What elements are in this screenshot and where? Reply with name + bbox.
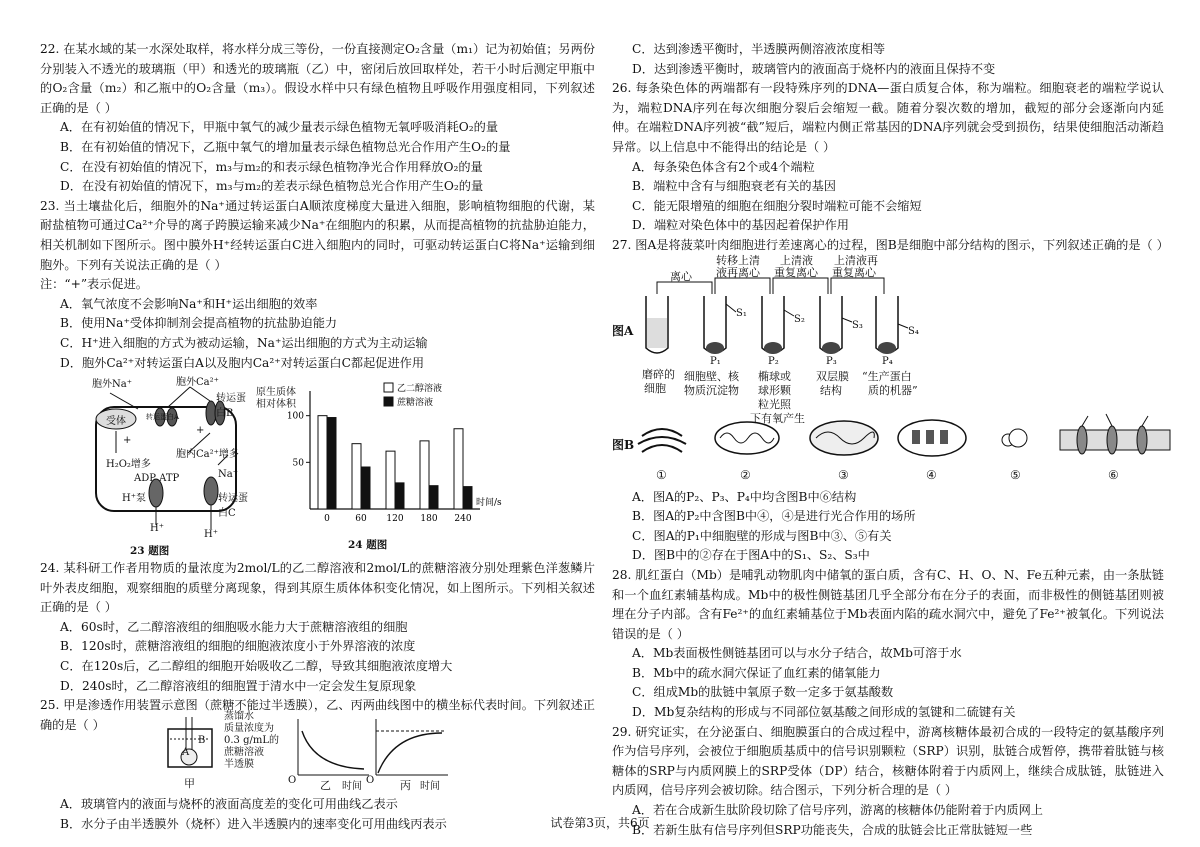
fig23-h-pump: H⁺泵 [122,493,146,505]
q22-option-c: C．在没有初始值的情况下，m₃与m₂的和表示绿色植物净光合作用释放O₂的量 [60,159,483,174]
fig25-t2: 时间 [420,781,440,793]
q25-option-b: B．水分子由半透膜外（烧杯）进入半透膜内的速率变化可用曲线丙表示 [60,817,447,832]
x-axis-label: 时间/s [476,498,502,509]
q26-option-c: C．能无限增殖的细胞在细胞分裂时端粒可能不会缩短 [632,198,922,213]
legend-swatch [384,397,393,406]
q23-note: 注：“+”表示促进。 [40,277,148,292]
fig27-num-6: ⑥ [1108,467,1119,482]
fig27-desc-2d: 下有氧产生 [750,411,805,425]
bar [327,418,336,509]
fig23-out-na: 胞外Na⁺ [92,379,132,391]
q23-option-d: D．胞外Ca²⁺对转运蛋白A以及胞内Ca²⁺对转运蛋白C都起促进作用 [60,355,425,370]
x-tick-label: 240 [454,514,472,525]
chart-ylabel: 原生质体相对体积 [256,387,296,411]
chart-caption: 24 题图 [348,539,388,552]
fig27-desc-3a: 双层膜 [816,369,849,383]
q27-option-b: B．图A的P₂中含图B中④，④是进行光合作用的场所 [632,509,916,524]
fig25-conc-1: 质量浓度为 [224,723,274,735]
fig25-o1: O [288,775,297,787]
q25-option-d: D．达到渗透平衡时，玻璃管内的液面高于烧杯内的液面且保持不变 [632,61,996,76]
fig27-step-4a: 上清液再 [834,253,878,267]
fig25-yi: 乙 [320,779,331,793]
q27-option-a: A．图A的P₂、P₃、P₄中均含图B中⑥结构 [632,489,857,504]
y-tick-label: 100 [286,411,304,422]
bar [463,487,472,509]
x-tick-label: 60 [355,514,367,525]
y-tick-label: 50 [292,458,304,469]
x-tick-label: 120 [386,514,404,525]
q24-option-d: D．240s时，乙二醇溶液组的细胞置于清水中一定会发生复原现象 [60,678,417,693]
fig23-caption: 23 题图 [130,545,170,558]
q22-stem: 22. 在某水域的某一水深处取样，将水样分成三等份，一份直接测定O₂含量（m₁）记为初始值；另两份分别装入不透光的玻璃瓶（甲）和透光的玻璃瓶（乙）中，密闭后放回取样处，若干小时后测定甲瓶中的O₂含量（m₂）和乙瓶中的O₂含量（m₃）。假设水样中只有绿色植物且呼吸作用强度相同，下列叙述正确的是（ ） [40,42,595,115]
fig27-p3: P₃ [826,355,837,367]
fig23-receptor: 受体 [106,416,126,428]
fig25-jia: 甲 [184,777,195,791]
fig27-desc-1a: 细胞壁、核 [684,369,739,383]
x-tick-label: 180 [420,514,438,525]
fig27-num-2: ② [740,467,751,482]
q24-option-c: C．在120s后，乙二醇组的细胞开始吸收乙二醇，导致其细胞液浓度增大 [60,659,453,674]
q23-option-a: A．氧气浓度不会影响Na⁺和H⁺运出细胞的效率 [60,296,318,311]
q26-option-b: B．端粒中含有与细胞衰老有关的基因 [632,179,836,194]
fig27-desc-2a: 椭球或 [758,369,791,383]
fig23-h2o2: H₂O₂增多 [106,459,151,471]
fig23-protein-a: 转运蛋白A [146,413,180,422]
q23-stem: 23. 当土壤盐化后，细胞外的Na⁺通过转运蛋白A顺浓度梯度大量进入细胞，影响植物细胞的代谢，某耐盐植物可通过Ca²⁺介导的离子跨膜运输来减少Na⁺在细胞内的积累，从而提高植物的抗盐胁迫能力，相关机制如下图所示。图中膜外H⁺经转运蛋白C进入细胞内的同时，可驱动转运蛋白C将Na⁺运输到细胞外。下列有关说法正确的是（ ） [40,198,595,272]
q28-option-b: B．Mb中的疏水洞穴保证了血红素的储氧能力 [632,665,881,680]
fig27-step-4b: 重复离心 [832,265,876,279]
fig25-b: B [198,735,206,747]
fig27-p2: P₂ [768,355,779,367]
fig23-na: Na⁺ [218,469,238,481]
q24-option-b: B．120s时，蔗糖溶液组的细胞的细胞液浓度小于外界溶液的浓度 [60,639,416,654]
q22-option-a: A．在有初始值的情况下，甲瓶中氧气的减少量表示绿色植物无氧呼吸消耗O₂的量 [60,120,499,135]
q28-option-a: A．Mb表面极性侧链基团可以与水分子结合，故Mb可溶于水 [632,646,962,661]
fig27-step-3b: 重复离心 [774,265,818,279]
q26-option-a: A．每条染色体含有2个或4个端粒 [632,159,815,174]
q27-option-d: D．图B中的②存在于图A中的S₁、S₂、S₃中 [632,548,870,563]
fig27-step-2b: 液再离心 [716,265,760,279]
fig25-water: 蒸馏水 [224,711,254,723]
fig27-s2: S₂ [794,313,805,325]
fig23-h-in: H⁺ [204,529,218,541]
bar [318,416,327,509]
legend-swatch [384,383,393,392]
fig23-protein-c: 转运蛋白C [218,493,248,520]
x-tick-label: 0 [324,514,330,525]
fig27-label-b: 图B [612,437,635,452]
fig27-p1: P₁ [710,355,721,367]
fig27-step-3a: 上清液 [780,253,813,267]
q26-stem: 26. 每条染色体的两端都有一段特殊序列的DNA—蛋白质复合体，称为端粒。细胞衰老的端粒学说认为，端粒DNA序列在每次细胞分裂后会缩短一截。随着分裂次数的增加，截短的部分会逐渐向内延伸。在端粒DNA序列被“截”短后，端粒内侧正常基因的DNA序列就会受到损伤，结果使细胞活动渐趋异常。以上信息中不能得出的结论是（ ） [612,81,1164,154]
figure-27 [612,253,1164,488]
figure-23 [78,373,248,559]
q27-stem: 27. 图A是将菠菜叶肉细胞进行差速离心的过程，图B是细胞中部分结构的图示，下列叙述正确的是（ ） [612,237,1169,252]
q25-stem: 25. 甲是渗透作用装置示意图（蔗糖不能过半透膜），乙、丙两曲线图中的横坐标代表时间。下列叙述正确的是（ ） [40,698,595,732]
fig23-adp-atp: ADP ATP [134,473,180,485]
q25-option-c: C．达到渗透平衡时，半透膜两侧溶液浓度相等 [632,42,886,56]
fig23-out-ca: 胞外Ca²⁺ [176,377,219,389]
q29-option-a: A．若在合成新生肽阶段切除了信号序列，游离的核糖体仍能附着于内质网上 [632,803,1043,818]
fig27-desc-4a: “生产蛋白 [862,369,912,383]
bar [454,429,463,509]
fig27-step-2a: 转移上清 [716,253,760,267]
bar [395,483,404,509]
fig23-plus-1: + [123,435,132,447]
q23-option-c: C．H⁺进入细胞的方式为被动运输，Na⁺运出细胞的方式为主动运输 [60,335,428,350]
fig27-num-1: ① [656,467,667,482]
figure-24-chart [252,377,502,559]
q24-stem: 24. 某科研工作者用物质的量浓度为2mol/L的乙二醇溶液和2mol/L的蔗糖溶液分别处理紫色洋葱鳞片叶外表皮细胞，观察细胞的质壁分离现象，得到其原生质体体积变化情况，如上图所示。下列相关叙述正确的是（ ） [40,561,595,615]
q23-option-b: B．使用Na⁺受体抑制剂会提高植物的抗盐胁迫能力 [60,316,338,331]
fig27-num-4: ④ [926,467,937,482]
fig25-a: A [182,747,190,759]
fig23-protein-b: 转运蛋白B [216,393,246,420]
fig27-s4: S₄ [908,325,919,337]
legend-label: 乙二醇溶液 [397,384,443,395]
legend-label: 蔗糖溶液 [397,398,434,409]
q22-option-d: D．在没有初始值的情况下，m₃与m₂的差表示绿色植物总光合作用产生O₂的量 [60,179,484,194]
fig25-t1: 时间 [342,781,362,793]
page-footer: 试卷第3页，共6页 [550,816,650,830]
fig27-p4: P₄ [882,355,893,367]
q27-option-c: C．图A的P₁中细胞壁的形成与图B中③、⑤有关 [632,528,892,543]
q29-stem: 29. 研究证实，在分泌蛋白、细胞膜蛋白的合成过程中，游离核糖体最初合成的一段特定的氨基酸序列作为信号序列，会被位于细胞质基质中的信号识别颗粒（SRP）识别，肽链合成暂停，携带着肽链与核糖体的SRP与内质网膜上的SRP受体（DP）结合，核糖体附着于内质网上，继续合成肽链，肽链进入内质网，信号序列会被切除。结合图示，下列分析合理的是（ ） [612,724,1164,798]
fig25-conc-3: 蔗糖溶液 [224,747,264,759]
figures-23-24 [40,373,595,559]
fig25-membrane: 半透膜 [224,759,254,771]
fig25-o2: O [366,775,375,787]
left-column [40,40,595,835]
q29-option-b: B．若新生肽有信号序列但SRP功能丧失，合成的肽链会比正常肽链短一些 [632,822,1033,837]
fig27-desc-2b: 球形颗 [758,383,791,397]
fig23-in-ca: 胞内Ca²⁺增多 [176,449,239,461]
bar [386,451,395,509]
fig27-num-3: ③ [838,467,849,482]
bar [420,441,429,509]
bar [429,486,438,509]
fig27-desc-3b: 结构 [820,383,842,397]
fig23-h-out: H⁺ [150,523,164,535]
fig27-desc-0b: 细胞 [644,381,666,395]
fig27-label-a: 图A [612,323,634,338]
fig27-num-5: ⑤ [1010,467,1021,482]
right-column [612,40,1169,840]
fig27-desc-1b: 物质沉淀物 [684,383,739,397]
figure-25 [164,711,595,793]
q28-stem: 28. 肌红蛋白（Mb）是哺乳动物肌肉中储氧的蛋白质，含有C、H、O、N、Fe五种元素，由一条肽链和一个血红素辅基构成。Mb中的极性侧链基团几乎全部分布在分子的表面，而非极性的侧链基团则被埋在分子内部。含有Fe²⁺的血红素辅基位于Mb表面内陷的疏水洞穴中，避免了Fe²⁺被氧化。下列说法错误的是（ ） [612,567,1164,641]
fig27-desc-2c: 粒光照 [758,397,791,411]
q24-option-a: A．60s时，乙二醇溶液组的细胞吸水能力大于蔗糖溶液组的细胞 [60,619,408,634]
fig27-desc-4b: 质的机器” [868,383,918,397]
fig27-desc-0a: 磨碎的 [642,367,675,381]
q22-option-b: B．在有初始值的情况下，乙瓶中氧气的增加量表示绿色植物总光合作用产生O₂的量 [60,139,511,154]
q25-option-a: A．玻璃管内的液面与烧杯的液面高度差的变化可用曲线乙表示 [60,797,398,812]
fig27-s3: S₃ [852,319,863,331]
fig27-step-1: 离心 [670,269,692,283]
bar [361,467,370,509]
q28-option-d: D．Mb复杂结构的形成与不同部位氨基酸之间形成的氢键和二硫键有关 [632,705,1016,720]
fig25-conc-2: 0.3 g/mL的 [224,735,279,747]
bar [352,444,361,509]
fig25-bing: 丙 [400,779,411,793]
q28-option-c: C．组成Mb的肽链中氧原子数一定多于氨基酸数 [632,685,894,700]
q26-option-d: D．端粒对染色体中的基因起着保护作用 [632,218,849,233]
fig23-plus-2: + [196,425,205,437]
fig27-s1: S₁ [736,307,747,319]
